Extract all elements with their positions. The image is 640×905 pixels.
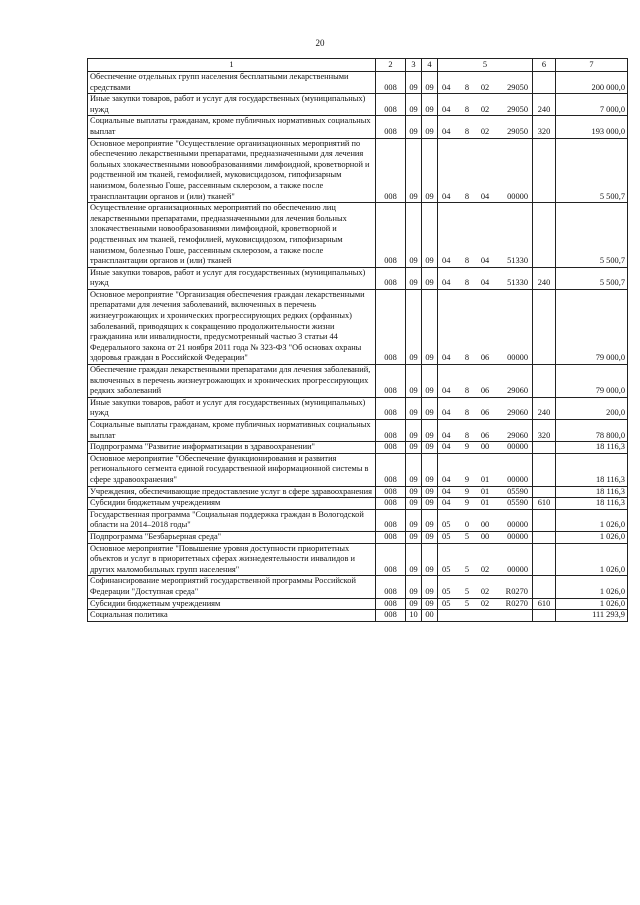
ministry-code: 008	[376, 116, 406, 138]
row-name: Подпрограмма "Развитие информатизации в здравоохранении"	[88, 442, 376, 454]
target-code-part: 29060	[507, 430, 528, 440]
expense-type-code	[533, 610, 556, 622]
table-row	[88, 531, 628, 543]
target-code-part: 00000	[507, 442, 528, 452]
expense-type-code	[533, 531, 556, 543]
expense-type-code	[533, 453, 556, 486]
ministry-code: 008	[376, 453, 406, 486]
amount: 18 116,3	[556, 486, 628, 498]
target-code-part: 05590	[507, 498, 528, 508]
subsection-code: 09	[422, 365, 438, 398]
target-item-code	[438, 486, 533, 498]
amount: 5 500,7	[556, 203, 628, 268]
table-row	[88, 397, 628, 419]
column-header: 1	[88, 59, 376, 72]
subsection-code: 09	[422, 576, 438, 598]
section-code: 09	[406, 289, 422, 364]
target-code-part: 05	[442, 520, 451, 530]
target-code-part: 04	[442, 386, 451, 396]
target-code-part: R0270	[505, 586, 528, 596]
row-name: Основное мероприятие "Организация обеспечения граждан лекарственными препаратами для лечения заболеваний, включенных в перечень жизнеугрожающих и хронических прогрессирующих редких (орфанных) заболеваний, приводящих к сокращению продолжительности жизни гражданина или инвалидности, предусмотренный частью 3 статьи 44 Федерального закона от 21 ноября 2011 года № 323-ФЗ "Об основах охраны здоровья граждан в Российской Федерации"	[88, 289, 376, 364]
subsection-code: 09	[422, 509, 438, 531]
expense-type-code: 240	[533, 267, 556, 289]
header-row	[88, 59, 628, 72]
ministry-code: 008	[376, 397, 406, 419]
expense-type-code	[533, 365, 556, 398]
column-header: 3	[406, 59, 422, 72]
target-code-part: 29060	[507, 386, 528, 396]
row-name: Иные закупки товаров, работ и услуг для государственных (муниципальных) нужд	[88, 267, 376, 289]
target-code-part: 06	[480, 386, 490, 396]
column-header: 6	[533, 59, 556, 72]
subsection-code: 09	[422, 531, 438, 543]
subsection-code: 09	[422, 397, 438, 419]
section-code: 09	[406, 72, 422, 94]
amount: 7 000,0	[556, 94, 628, 116]
target-code-part: 04	[442, 442, 451, 452]
subsection-code: 09	[422, 138, 438, 203]
target-code-part: 04	[442, 408, 451, 418]
section-code: 09	[406, 442, 422, 454]
amount: 18 116,3	[556, 453, 628, 486]
target-item-code	[438, 365, 533, 398]
target-code-part: 02	[480, 104, 490, 114]
page-number: 20	[315, 38, 325, 48]
expense-type-code	[533, 486, 556, 498]
target-code-part: 05	[442, 586, 451, 596]
expense-type-code	[533, 138, 556, 203]
target-code-part: 29050	[507, 82, 528, 92]
column-header: 2	[376, 59, 406, 72]
target-code-part: 9	[464, 442, 470, 452]
amount: 18 116,3	[556, 442, 628, 454]
target-code-part: 5	[464, 531, 470, 541]
table-row	[88, 610, 628, 622]
amount: 1 026,0	[556, 531, 628, 543]
row-name: Субсидии бюджетным учреждениям	[88, 498, 376, 510]
target-code-part: 05	[442, 531, 451, 541]
expense-type-code	[533, 203, 556, 268]
section-code: 09	[406, 543, 422, 576]
target-code-part: 29050	[507, 126, 528, 136]
subsection-code: 09	[422, 203, 438, 268]
target-code-part: 04	[442, 486, 451, 496]
column-header: 5	[438, 59, 533, 72]
table-row	[88, 203, 628, 268]
expense-type-code: 610	[533, 498, 556, 510]
target-code-part: 05590	[507, 486, 528, 496]
table-row	[88, 116, 628, 138]
ministry-code: 008	[376, 598, 406, 610]
target-item-code	[438, 598, 533, 610]
subsection-code: 09	[422, 498, 438, 510]
section-code: 09	[406, 498, 422, 510]
expense-type-code: 320	[533, 116, 556, 138]
expense-type-code: 240	[533, 94, 556, 116]
target-code-part: 8	[464, 256, 470, 266]
target-code-part: 01	[480, 474, 490, 484]
section-code: 09	[406, 420, 422, 442]
target-code-part: 0	[464, 520, 470, 530]
target-code-part: R0270	[505, 598, 528, 608]
ministry-code: 008	[376, 531, 406, 543]
expense-type-code: 240	[533, 397, 556, 419]
table-row	[88, 453, 628, 486]
section-code: 09	[406, 598, 422, 610]
section-code: 09	[406, 509, 422, 531]
expense-type-code	[533, 576, 556, 598]
target-code-part: 8	[464, 191, 470, 201]
target-code-part: 04	[442, 430, 451, 440]
row-name: Обеспечение отдельных групп населения бесплатными лекарственными средствами	[88, 72, 376, 94]
target-code-part: 04	[480, 278, 490, 288]
target-item-code	[438, 420, 533, 442]
target-code-part: 8	[464, 104, 470, 114]
target-item-code	[438, 203, 533, 268]
amount: 200 000,0	[556, 72, 628, 94]
ministry-code: 008	[376, 509, 406, 531]
target-code-part: 00000	[507, 520, 528, 530]
target-item-code	[438, 442, 533, 454]
amount: 5 500,7	[556, 138, 628, 203]
ministry-code: 008	[376, 365, 406, 398]
amount: 18 116,3	[556, 498, 628, 510]
target-code-part: 06	[480, 408, 490, 418]
section-code: 09	[406, 94, 422, 116]
ministry-code: 008	[376, 576, 406, 598]
amount: 200,0	[556, 397, 628, 419]
subsection-code: 09	[422, 116, 438, 138]
target-item-code	[438, 138, 533, 203]
target-code-part: 04	[442, 474, 451, 484]
subsection-code: 00	[422, 610, 438, 622]
target-code-part: 51330	[507, 278, 528, 288]
section-code: 10	[406, 610, 422, 622]
target-code-part: 00	[480, 531, 490, 541]
table-row	[88, 72, 628, 94]
subsection-code: 09	[422, 289, 438, 364]
section-code: 09	[406, 397, 422, 419]
table-row	[88, 576, 628, 598]
row-name: Социальная политика	[88, 610, 376, 622]
subsection-code: 09	[422, 453, 438, 486]
table-row	[88, 138, 628, 203]
section-code: 09	[406, 531, 422, 543]
target-code-part: 02	[480, 82, 490, 92]
amount: 111 293,9	[556, 610, 628, 622]
table-row	[88, 598, 628, 610]
amount: 79 000,0	[556, 289, 628, 364]
expense-type-code	[533, 442, 556, 454]
target-code-part: 8	[464, 278, 470, 288]
target-item-code	[438, 509, 533, 531]
target-code-part: 00000	[507, 474, 528, 484]
target-item-code	[438, 576, 533, 598]
expense-type-code	[533, 509, 556, 531]
table-row	[88, 509, 628, 531]
target-code-part: 5	[464, 586, 470, 596]
target-code-part: 04	[442, 498, 451, 508]
target-code-part: 9	[464, 498, 470, 508]
table-row	[88, 267, 628, 289]
target-item-code	[438, 610, 533, 622]
target-code-part: 01	[480, 498, 490, 508]
subsection-code: 09	[422, 442, 438, 454]
subsection-code: 09	[422, 598, 438, 610]
ministry-code: 008	[376, 138, 406, 203]
expense-type-code	[533, 72, 556, 94]
amount: 1 026,0	[556, 598, 628, 610]
target-code-part: 04	[442, 126, 451, 136]
target-code-part: 02	[480, 564, 490, 574]
table-row	[88, 94, 628, 116]
target-code-part: 8	[464, 82, 470, 92]
target-code-part: 8	[464, 430, 470, 440]
section-code: 09	[406, 453, 422, 486]
subsection-code: 09	[422, 420, 438, 442]
target-item-code	[438, 453, 533, 486]
target-code-part: 04	[442, 256, 451, 266]
ministry-code: 008	[376, 94, 406, 116]
target-code-part: 00	[480, 442, 490, 452]
row-name: Государственная программа "Социальная поддержка граждан в Вологодской области на 2014–2018 годы"	[88, 509, 376, 531]
target-item-code	[438, 397, 533, 419]
target-code-part: 04	[442, 104, 451, 114]
column-header: 4	[422, 59, 438, 72]
expense-type-code	[533, 289, 556, 364]
target-code-part: 06	[480, 430, 490, 440]
target-code-part: 04	[442, 353, 451, 363]
target-code-part: 29050	[507, 104, 528, 114]
ministry-code: 008	[376, 543, 406, 576]
amount: 1 026,0	[556, 543, 628, 576]
ministry-code: 008	[376, 610, 406, 622]
target-item-code	[438, 267, 533, 289]
target-code-part: 8	[464, 386, 470, 396]
row-name: Основное мероприятие "Обеспечение функционирования и развития регионального сегмента единой государственной информационной системы в сфере здравоохранения"	[88, 453, 376, 486]
target-code-part: 8	[464, 353, 470, 363]
ministry-code: 008	[376, 72, 406, 94]
target-code-part: 04	[480, 191, 490, 201]
row-name: Подпрограмма "Безбарьерная среда"	[88, 531, 376, 543]
row-name: Основное мероприятие "Повышение уровня доступности приоритетных объектов и услуг в приоритетных сферах жизнедеятельности инвалидов и других маломобильных групп населения"	[88, 543, 376, 576]
target-item-code	[438, 531, 533, 543]
expense-type-code: 320	[533, 420, 556, 442]
row-name: Основное мероприятие "Осуществление организационных мероприятий по обеспечению лекарственными препаратами, предназначенными для лечения больных злокачественными новообразованиями лимфоидной, кроветворной и родственной им тканей, гемофилией, муковисцидозом, гипофизарным нанизмом, болезнью Гоше, рассеянным склерозом, а также после трансплантации органов и (или) тканей"	[88, 138, 376, 203]
target-code-part: 00	[480, 520, 490, 530]
target-code-part: 00000	[507, 353, 528, 363]
target-code-part: 29060	[507, 408, 528, 418]
table-row	[88, 486, 628, 498]
ministry-code: 008	[376, 203, 406, 268]
ministry-code: 008	[376, 420, 406, 442]
target-code-part: 02	[480, 126, 490, 136]
row-name: Субсидии бюджетным учреждениям	[88, 598, 376, 610]
target-item-code	[438, 94, 533, 116]
target-code-part: 00000	[507, 191, 528, 201]
section-code: 09	[406, 116, 422, 138]
ministry-code: 008	[376, 267, 406, 289]
subsection-code: 09	[422, 486, 438, 498]
amount: 78 800,0	[556, 420, 628, 442]
target-code-part: 00000	[507, 531, 528, 541]
ministry-code: 008	[376, 289, 406, 364]
target-code-part: 02	[480, 586, 490, 596]
target-code-part: 00000	[507, 564, 528, 574]
table-row	[88, 442, 628, 454]
ministry-code: 008	[376, 442, 406, 454]
target-item-code	[438, 72, 533, 94]
target-code-part: 9	[464, 486, 470, 496]
section-code: 09	[406, 203, 422, 268]
target-code-part: 8	[464, 408, 470, 418]
table-row	[88, 498, 628, 510]
target-code-part: 5	[464, 598, 470, 608]
row-name: Учреждения, обеспечивающие предоставление услуг в сфере здравоохранения	[88, 486, 376, 498]
amount: 193 000,0	[556, 116, 628, 138]
target-item-code	[438, 543, 533, 576]
target-code-part: 5	[464, 564, 470, 574]
target-code-part: 51330	[507, 256, 528, 266]
expense-type-code: 610	[533, 598, 556, 610]
target-code-part: 01	[480, 486, 490, 496]
row-name: Социальные выплаты гражданам, кроме публичных нормативных социальных выплат	[88, 116, 376, 138]
section-code: 09	[406, 486, 422, 498]
target-item-code	[438, 498, 533, 510]
row-name: Социальные выплаты гражданам, кроме публичных нормативных социальных выплат	[88, 420, 376, 442]
target-code-part: 8	[464, 126, 470, 136]
row-name: Обеспечение граждан лекарственными препаратами для лечения заболеваний, включенных в перечень жизнеугрожающих и хронических прогрессирующих редких заболеваний	[88, 365, 376, 398]
row-name: Осуществление организационных мероприятий по обеспечению лиц лекарственными препаратами, предназначенными для лечения больных злокачественными новообразованиями лимфоидной, кроветворной и родственных им тканей, гемофилией, муковисцидозом, гипофизарным нанизмом, болезнью Гоше, рассеянным склерозом, а также после трансплантации органов и (или) тканей	[88, 203, 376, 268]
table-row	[88, 365, 628, 398]
subsection-code: 09	[422, 94, 438, 116]
target-code-part: 04	[442, 82, 451, 92]
row-name: Иные закупки товаров, работ и услуг для государственных (муниципальных) нужд	[88, 94, 376, 116]
target-code-part: 06	[480, 353, 490, 363]
column-header: 7	[556, 59, 628, 72]
section-code: 09	[406, 365, 422, 398]
amount: 5 500,7	[556, 267, 628, 289]
table-row	[88, 420, 628, 442]
table-row	[88, 543, 628, 576]
row-name: Иные закупки товаров, работ и услуг для государственных (муниципальных) нужд	[88, 397, 376, 419]
budget-table	[87, 58, 628, 622]
subsection-code: 09	[422, 72, 438, 94]
subsection-code: 09	[422, 267, 438, 289]
section-code: 09	[406, 138, 422, 203]
target-item-code	[438, 116, 533, 138]
amount: 79 000,0	[556, 365, 628, 398]
row-name: Софинансирование мероприятий государственной программы Российской Федерации "Доступная среда"	[88, 576, 376, 598]
target-code-part: 04	[442, 191, 451, 201]
table-row	[88, 289, 628, 364]
target-code-part: 9	[464, 474, 470, 484]
target-code-part: 02	[480, 598, 490, 608]
table-body	[88, 72, 628, 622]
ministry-code: 008	[376, 498, 406, 510]
target-code-part: 05	[442, 564, 451, 574]
expense-type-code	[533, 543, 556, 576]
target-code-part: 04	[442, 278, 451, 288]
ministry-code: 008	[376, 486, 406, 498]
amount: 1 026,0	[556, 509, 628, 531]
section-code: 09	[406, 267, 422, 289]
subsection-code: 09	[422, 543, 438, 576]
target-code-part: 05	[442, 598, 451, 608]
target-item-code	[438, 289, 533, 364]
amount: 1 026,0	[556, 576, 628, 598]
section-code: 09	[406, 576, 422, 598]
target-code-part: 04	[480, 256, 490, 266]
